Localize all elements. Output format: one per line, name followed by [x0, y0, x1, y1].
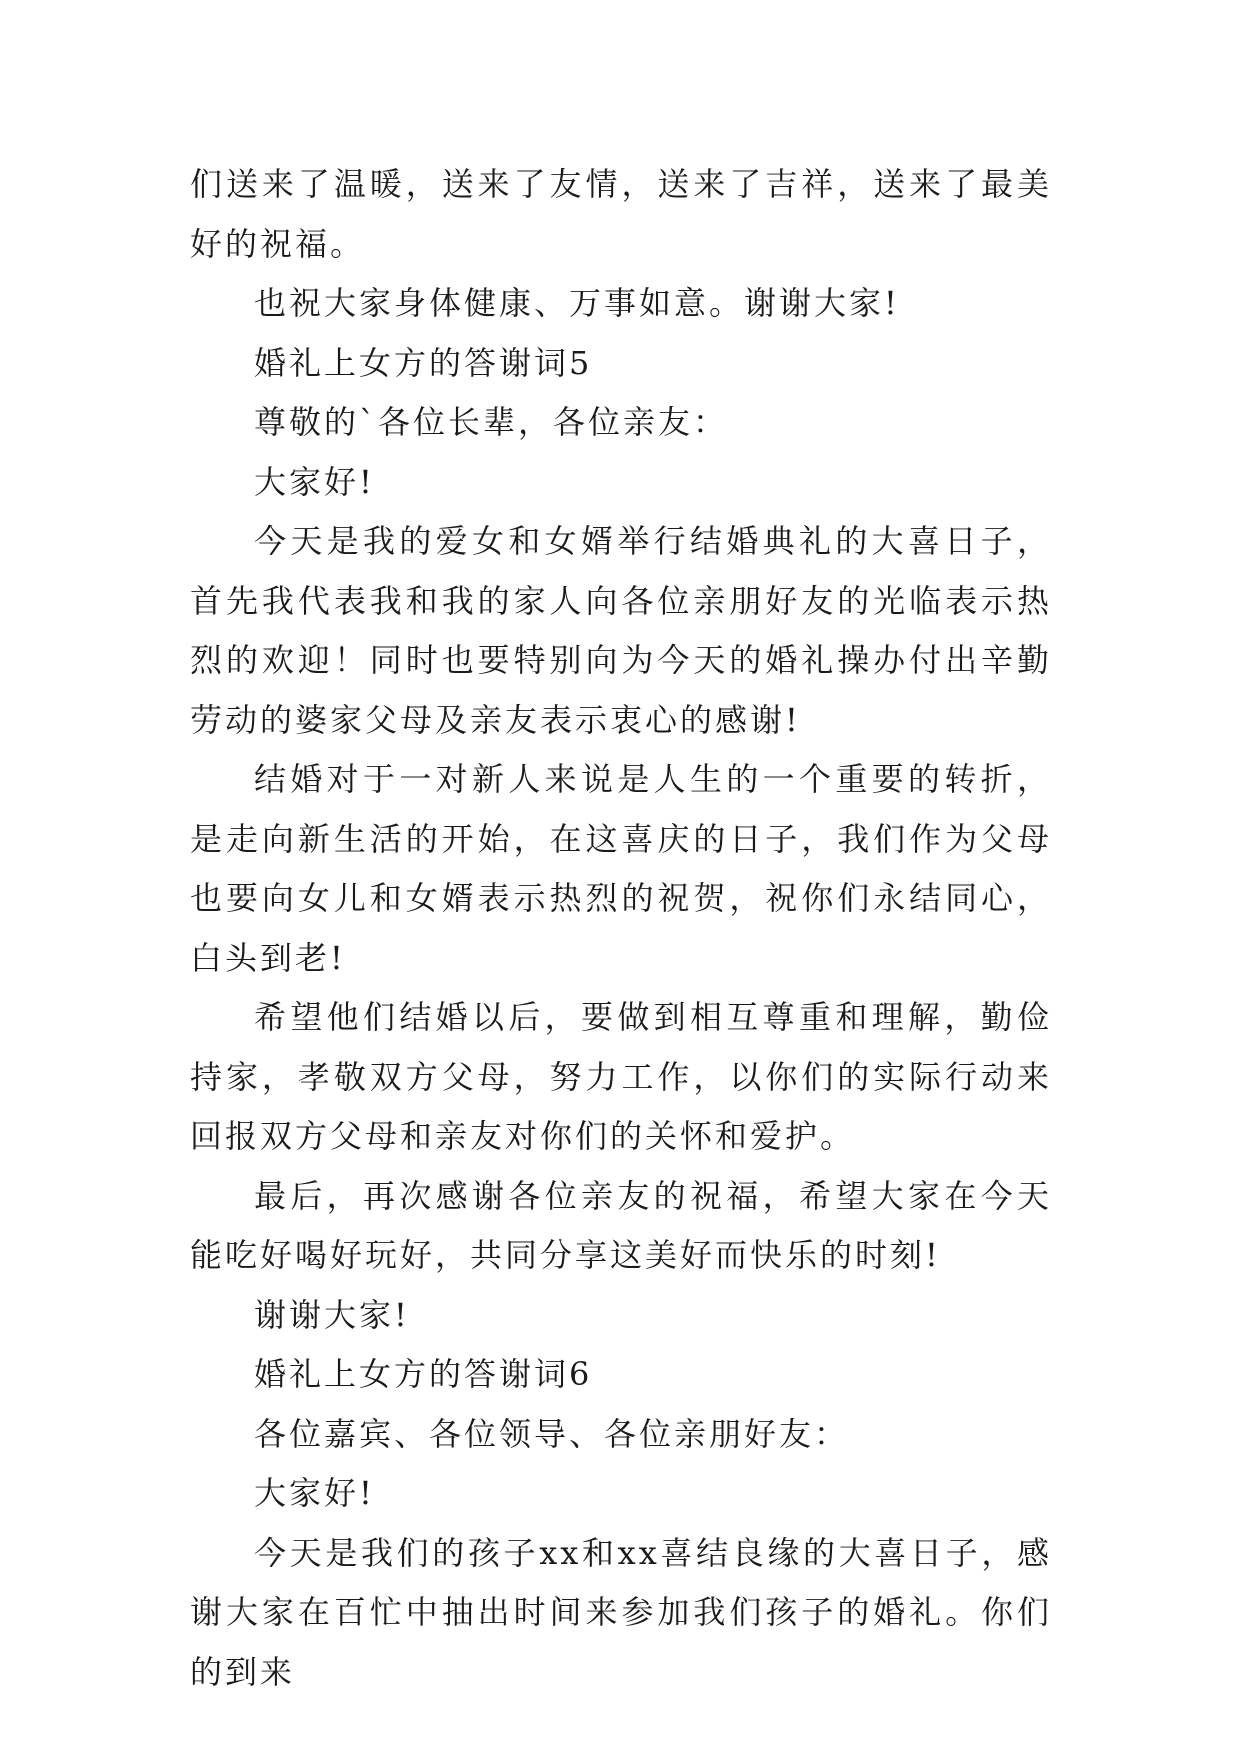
- paragraph: 最后，再次感谢各位亲友的祝福，希望大家在今天能吃好喝好玩好，共同分享这美好而快乐的时刻!: [190, 1176, 1052, 1274]
- paragraph: 们送来了温暖，送来了友情，送来了吉祥，送来了最美好的祝福。: [190, 165, 1052, 263]
- paragraph: 结婚对于一对新人来说是人生的一个重要的转折，是走向新生活的开始，在这喜庆的日子，我们作为父母也要向女儿和女婿表示热烈的祝贺，祝你们永结同心，白头到老!: [190, 760, 1052, 977]
- section-heading: 婚礼上女方的答谢词5: [254, 343, 593, 382]
- greeting: 大家好!: [254, 462, 375, 501]
- paragraph: 希望他们结婚以后，要做到相互尊重和理解，勤俭持家，孝敬双方父母，努力工作，以你们的实际行动来回报双方父母和亲友对你们的关怀和爱护。: [190, 998, 1052, 1155]
- greeting: 大家好!: [254, 1474, 375, 1512]
- salutation: 各位嘉宾、各位领导、各位亲朋好友：: [254, 1414, 850, 1453]
- document-page: [190, 155, 1052, 1702]
- salutation: 尊敬的`各位长辈，各位亲友：: [254, 403, 729, 441]
- closing: 谢谢大家!: [254, 1295, 410, 1334]
- paragraph: 今天是我们的孩子xx和xx喜结良缘的大喜日子，感谢大家在百忙中抽出时间来参加我们孩子的婚礼。你们的到来: [190, 1533, 1052, 1691]
- section-heading: 婚礼上女方的答谢词6: [254, 1355, 593, 1393]
- paragraph: 也祝大家身体健康、万事如意。谢谢大家!: [254, 284, 900, 322]
- paragraph: 今天是我的爱女和女婿举行结婚典礼的大喜日子，首先我代表我和我的家人向各位亲朋好友的光临表示热烈的欢迎！同时也要特别向为今天的婚礼操办付出辛勤劳动的婆家父母及亲友表示衷心的感谢!: [190, 522, 1052, 739]
